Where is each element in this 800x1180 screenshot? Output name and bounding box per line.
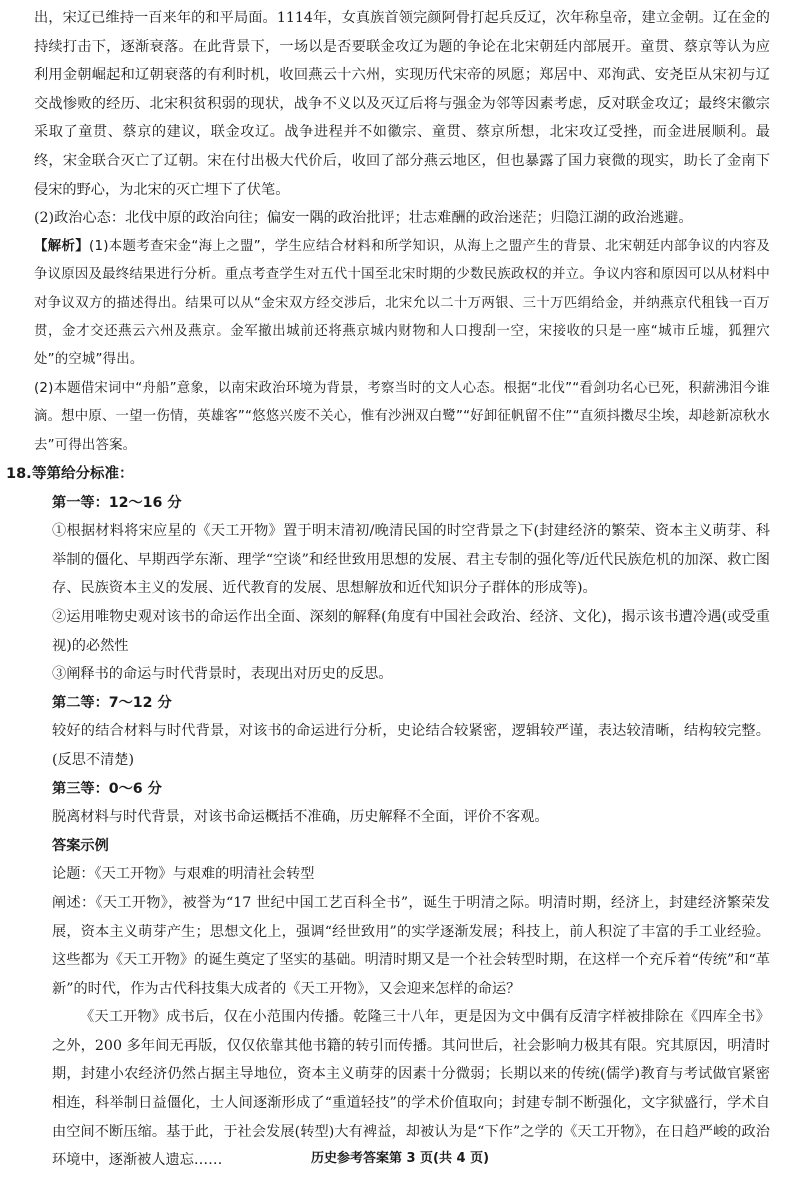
intro-paragraph: 出，宋辽已维持一百来年的和平局面。1114年，女真族首领完颜阿骨打起兵反辽，次年称皇帝，建立金朝。辽在金的持续打击下，逐渐衰落。在此背景下，一场以是否要联金攻辽为题的争论在北宋朝廷内部展开。童贯、蔡京等认为应利用金朝崛起和辽朝衰落的有利时机，收回燕云十六州，实现历代宋帝的夙愿；郑居中、邓洵武、安尧臣从宋初与辽交战惨败的经历、北宋积贫积弱的现状，战争不义以及灭辽后将与强金为邻等因素考虑，反对联金攻辽；最终宋徽宗采取了童贯、蔡京的建议，联金攻辽。战争进程并不如徽宗、童贯、蔡京所想，北宋攻辽受挫，而金进展顺利。最终，宋金联合灭亡了辽朝。宋在付出极大代价后，收回了部分燕云地区，但也暴露了国力衰微的现实，助长了金南下侵宋的野心，为北宋的灭亡埋下了伏笔。: [34, 10, 770, 198]
elaboration-paragraph: 阐述：《天工开物》，被誉为“17 世纪中国工艺百科全书”，诞生于明清之际。明清时期，经济上，封建经济繁荣发展，资本主义萌芽产生；思想文化上，强调“经世致用”的实学逐渐发展；科技上，前人积淀了丰富的手工业经验。这些都为《天工开物》的诞生奠定了坚实的基础。明清时期又是一个社会转型时期，在这样一个充斥着“传统”和“革新”的时代，作为古代科技集大成者的《天工开物》，又会迎来怎样的命运？: [52, 894, 770, 997]
analysis-text-1: (1)本题考查宋金“海上之盟”，学生应结合材料和所学知识，从海上之盟产生的背景、北宋朝廷内部争议的内容及争议原因及最终结果进行分析。重点考查学生对五代十国至北宋时期的少数民族政权的并立。争议内容和原因可以从材料中对争议双方的描述得出。结果可以从“金宋双方经交涉后，北宋允以二十万两银、三十万匹绢给金，并纳燕京代租钱一百万贯，金才交还燕云六州及燕京。金军撤出城前还将燕京城内财物和人口搜刮一空，宋接收的只是一座“城市丘墟，狐狸穴处”的空城”得出。: [34, 238, 770, 368]
grade-2-text: 较好的结合材料与时代背景，对该书的命运进行分析，史论结合较紧密，逻辑较严谨，表达较清晰，结构较完整。(反思不清楚): [52, 723, 770, 768]
grade-1-title: 第一等：12～16 分: [52, 494, 182, 511]
grade-1-item-3: ③阐释书的命运与时代背景时，表现出对历史的反思。: [52, 666, 393, 683]
analysis-paragraph-1: [34, 233, 770, 375]
thesis-line: 论题：《天工开物》与艰难的明清社会转型: [52, 866, 315, 883]
grade-1-item-2: ②运用唯物史观对该书的命运作出全面、深刻的解释(角度有中国社会政治、经济、文化)，揭示该书遭冷遇(或受重视)的必然性: [52, 608, 770, 654]
grade-1-item-1: ①根据材料将宋应星的《天工开物》置于明末清初/晚清民国的时空背景之下(封建经济的繁荣、资本主义萌芽、科举制的僵化、早期西学东渐、理学“空谈”和经世致用思想的发展、君主专制的强化等/近代民族危机的加深、救亡图存、民族资本主义的发展、近代教育的发展、思想解放和近代知识分子群体的形成等)。: [52, 523, 770, 597]
question-number: 18.: [6, 466, 32, 482]
analysis-paragraph-2: (2)本题借宋词中“舟船”意象，以南宋政治环境为背景，考察当时的文人心态。根据“北伐”“看剑功名心已死，积薪沸泪今谁滴。想中原、一望一伤情，英雄客”“悠悠兴废不关心，惟有沙洲双白鹭”“好卸征帆留不住”“直须抖擞尽尘埃，却趁新凉秋水去”可得出答案。: [34, 380, 770, 453]
grade-3-text: 脱离材料与时代背景，对该书命运概括不准确，历史解释不全面，评价不客观。: [52, 809, 549, 826]
grade-2-title: 第二等：7～12 分: [52, 694, 172, 711]
question-18-heading: [6, 460, 770, 489]
analysis-tag: 【解析】: [34, 238, 90, 254]
final-paragraph: 《天工开物》成书后，仅在小范围内传播。乾隆三十八年，更是因为文中偶有反清字样被排除在《四库全书》之外，200 多年间无再版，仅仅依靠其他书籍的转引而传播。其问世后，社会影响力极其有限。究其原因，明清时期，封建小农经济仍然占据主导地位，资本主义萌芽的因素十分微弱；长期以来的传统(儒学)教育与考试做官紧密相连，科举制日益僵化，士人间逐渐形成了“重道轻技”的学术价值取向；封建专制不断强化，文字狱盛行，学术自由空间不断压缩。基于此，于社会发展(转型)大有裨益，却被认为是“下作”之学的《天工开物》，在日趋严峻的政治环境中，逐渐被人遗忘……: [52, 1009, 770, 1169]
grade-3-title: 第三等：0～6 分: [52, 780, 162, 797]
grading-section: [34, 489, 770, 1175]
example-title: 答案示例: [52, 837, 109, 854]
question-title: 等第给分标准：: [32, 466, 134, 482]
page-footer: 历史参考答案第 3 页(共 4 页): [310, 1151, 490, 1166]
political-mindset-paragraph: (2)政治心态：北伐中原的政治向往；偏安一隅的政治批评；壮志难酬的政治迷茫；归隐江湖的政治逃避。: [34, 210, 693, 227]
